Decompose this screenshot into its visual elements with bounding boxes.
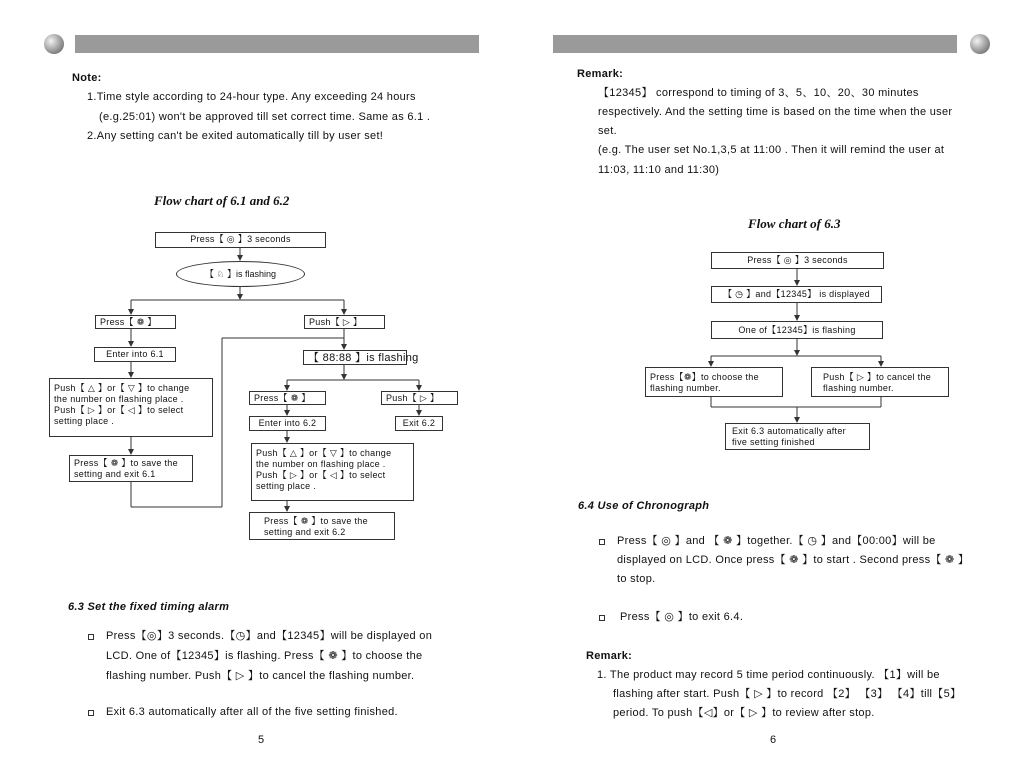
flowchart-title: Flow chart of 6.1 and 6.2 — [154, 193, 290, 208]
flow-text-line: Press【❁】to choose the — [650, 372, 759, 382]
flow-push-mid: Push【 ▷ 】 — [381, 391, 458, 405]
flow-text-line: Press【 ❁ 】to save the — [74, 458, 178, 468]
section-title-6-4: 6.4 Use of Chronograph — [578, 500, 710, 512]
bullet-line: Exit 6.3 automatically after all of the five setting finished. — [106, 706, 398, 718]
flow-enter-61: Enter into 6.1 — [94, 347, 176, 362]
note-title: Note: — [72, 72, 102, 84]
flow63-exit-auto — [725, 423, 870, 450]
remark-line: (e.g. The user set No.1,3,5 at 11:00 . Then it will remind the user at — [598, 144, 945, 156]
remark-title: Remark: — [577, 68, 624, 80]
remark-line: flashing after start. Push【 ▷ 】to record 【2】 【3】 【4】till【5】 — [613, 688, 962, 700]
flow63-displayed: 【 ◷ 】and【12345】 is displayed — [711, 286, 882, 303]
remark-line: 1. The product may record 5 time period continuously. 【1】will be — [597, 669, 940, 681]
bullet-line: to stop. — [617, 573, 656, 585]
flow63-press-3s: Press【 ◎ 】3 seconds — [711, 252, 884, 269]
flowchart-title: Flow chart of 6.3 — [748, 216, 841, 231]
flow-text-line: flashing number. — [650, 383, 721, 393]
remark-line: set. — [598, 125, 617, 137]
flow-text-line: Push【 ▷ 】or【 ◁ 】to select — [54, 405, 184, 415]
flow-text-line: setting and exit 6.2 — [264, 527, 346, 537]
remark-line: period. To push【◁】or【 ▷ 】to review after stop. — [613, 707, 875, 719]
flow-text-line: Push【 ▷ 】to cancel the — [823, 372, 932, 382]
note-line: 2.Any setting can't be exited automatically till by user set! — [87, 130, 384, 142]
page-number-right: 6 — [770, 734, 777, 746]
flow-text-line: Push【 ▷ 】or【 ◁ 】to select — [256, 470, 386, 480]
flow-push-right: Push【 ▷ 】 — [304, 315, 385, 329]
bullet-square — [599, 615, 605, 621]
section-title-6-3: 6.3 Set the fixed timing alarm — [68, 601, 230, 613]
flow63-press-choose — [645, 367, 783, 397]
flow-text-line: Press【 ❁ 】to save the — [264, 516, 368, 526]
remark-line: 【12345】 correspond to timing of 3、5、10、20、30 minutes — [598, 87, 919, 99]
flow-press-3s: Press【 ◎ 】3 seconds — [155, 232, 326, 248]
flow-text-line: Exit 6.3 automatically after — [732, 426, 846, 436]
flow-text-line: five setting finished — [732, 437, 815, 447]
flow-digit-flashing: 【 88:88 】is flashing — [303, 350, 407, 365]
page-number-left: 5 — [258, 734, 265, 746]
flow-text-line: setting and exit 6.1 — [74, 469, 156, 479]
flow-enter-62: Enter into 6.2 — [249, 416, 326, 431]
bullet-line: LCD. One of【12345】is flashing. Press【 ❁ 】to choose the — [106, 650, 423, 662]
note-line: 1.Time style according to 24-hour type. Any exceeding 24 hours — [87, 91, 416, 103]
bullet-line: Press【 ◎ 】and 【 ❁ 】together.【 ◷ 】and【00:00】will be — [617, 535, 936, 547]
bullet-line: Press【 ◎ 】to exit 6.4. — [620, 611, 744, 623]
bullet-line: flashing number. Push【 ▷ 】to cancel the flashing number. — [106, 670, 415, 682]
flow-exit-62: Exit 6.2 — [395, 416, 443, 431]
flow-text-line: Push【 △ 】or【 ▽ 】to change — [54, 383, 190, 393]
flow-text-line: Push【 △ 】or【 ▽ 】to change — [256, 448, 392, 458]
flow-press-left: Press【 ❁ 】 — [95, 315, 176, 329]
flow-press-mid: Press【 ❁ 】 — [249, 391, 326, 405]
remark-title-2: Remark: — [586, 650, 633, 662]
flow-text-line: the number on flashing place . — [54, 394, 184, 404]
remark-line: respectively. And the setting time is based on the time when the user — [598, 106, 953, 118]
flow63-one-flashing: One of【12345】is flashing — [711, 321, 883, 339]
bullet-line: displayed on LCD. Once press【 ❁ 】to start . Second press【 ❁ 】 — [617, 554, 970, 566]
flow63-push-cancel — [811, 367, 949, 397]
flow-text-line: setting place . — [256, 481, 317, 491]
note-line: (e.g.25:01) won't be approved till set correct time. Same as 6.1 . — [99, 111, 431, 123]
flow-flashing-oval: 【 ♘ 】is flashing — [176, 261, 305, 287]
flow-text-line: the number on flashing place . — [256, 459, 386, 469]
remark-line: 11:03, 11:10 and 11:30) — [598, 164, 720, 176]
bullet-line: Press【◎】3 seconds.【◷】and【12345】will be displayed on — [106, 630, 433, 642]
bullet-square — [599, 539, 605, 545]
flow-text-line: setting place . — [54, 416, 115, 426]
flow-text-line: flashing number. — [823, 383, 894, 393]
